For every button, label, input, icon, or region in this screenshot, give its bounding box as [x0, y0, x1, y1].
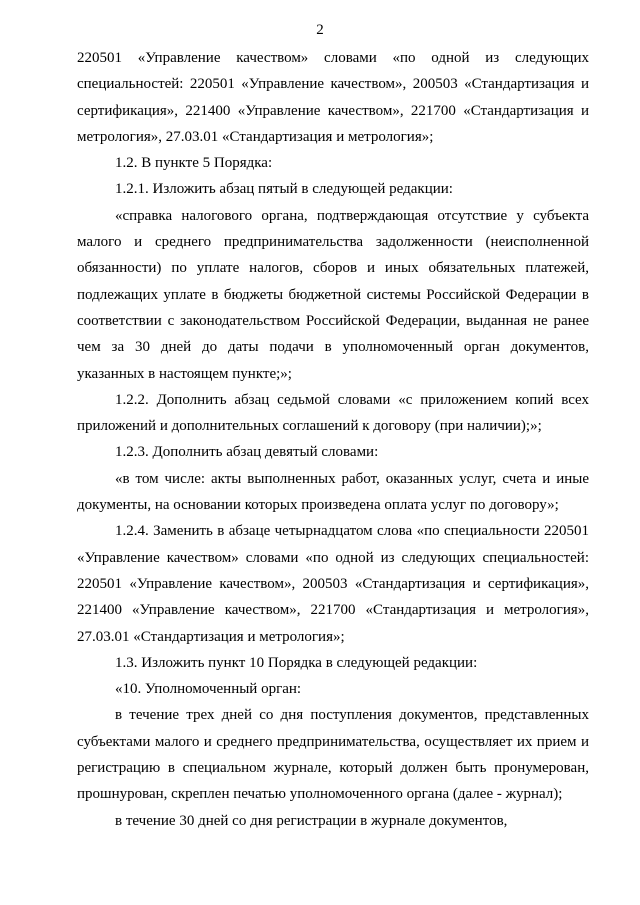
paragraph-tax-certificate-text: «справка налогового органа, подтверждающая отсутствие у субъекта малого и среднего предпринимательства задолженности (неисполненной обязанности) по уплате налогов, сборов и иных обязательных платежей, подлежащих уплате в бюджеты бюджетной системы Российской Федерации в соответствии с законодательством Российской Федерации, выданная не ранее чем за 30 дней до даты подачи в уполномоченный орган документов, указанных в настоящем пункте;»; [77, 207, 589, 382]
paragraph-item-1-2-4: 1.2.4. Заменить в абзаце четырнадцатом слова «по специальности 220501 «Управление качеством» словами «по одной из следующих специальностей: 220501 «Управление качеством», 200503 «Стандартизация и сертификация», 221400 «Управление качеством», 221700 «Стандартизация и метрология», 27.03.01 «Стандартизация и метрология»; [77, 523, 589, 645]
paragraph-acts-text: «в том числе: акты выполненных работ, оказанных услуг, счета и иные документы, на основании которых произведена оплата услуг по договору»; [77, 470, 589, 514]
paragraph-item-1-2-2: 1.2.2. Дополнить абзац седьмой словами «с приложением копий всех приложений и дополнительных соглашений к договору (при наличии);»; [77, 391, 589, 435]
paragraph-item-1-3: 1.3. Изложить пункт 10 Порядка в следующей редакции: [115, 654, 478, 671]
paragraph-item-1-2: 1.2. В пункте 5 Порядка: [115, 155, 273, 172]
paragraph-item-1-2-3: 1.2.3. Дополнить абзац девятый словами: [115, 444, 379, 461]
paragraph-point-10-heading: «10. Уполномоченный орган: [115, 681, 302, 698]
paragraph-item-1-2-1: 1.2.1. Изложить абзац пятый в следующей редакции: [115, 181, 453, 198]
paragraph-continuation-specialties: 220501 «Управление качеством» словами «по одной из следующих специальностей: 220501 «Управление качеством», 200503 «Стандартизация и сертификация», 221400 «Управление качеством», 221700 «Стандартизация и метрология», 27.03.01 «Стандартизация и метрология»; [77, 50, 589, 145]
page-number: 2 [316, 22, 324, 38]
paragraph-thirty-days-text: в течение 30 дней со дня регистрации в журнале документов, [115, 812, 508, 829]
paragraph-three-days-text: в течение трех дней со дня поступления документов, представленных субъектами малого и среднего предпринимательства, осуществляет их прием и регистрацию в специальном журнале, который должен быть пронумерован, прошнурован, скреплен печатью уполномоченного органа (далее - журнал); [77, 707, 589, 803]
document-body [77, 45, 589, 834]
